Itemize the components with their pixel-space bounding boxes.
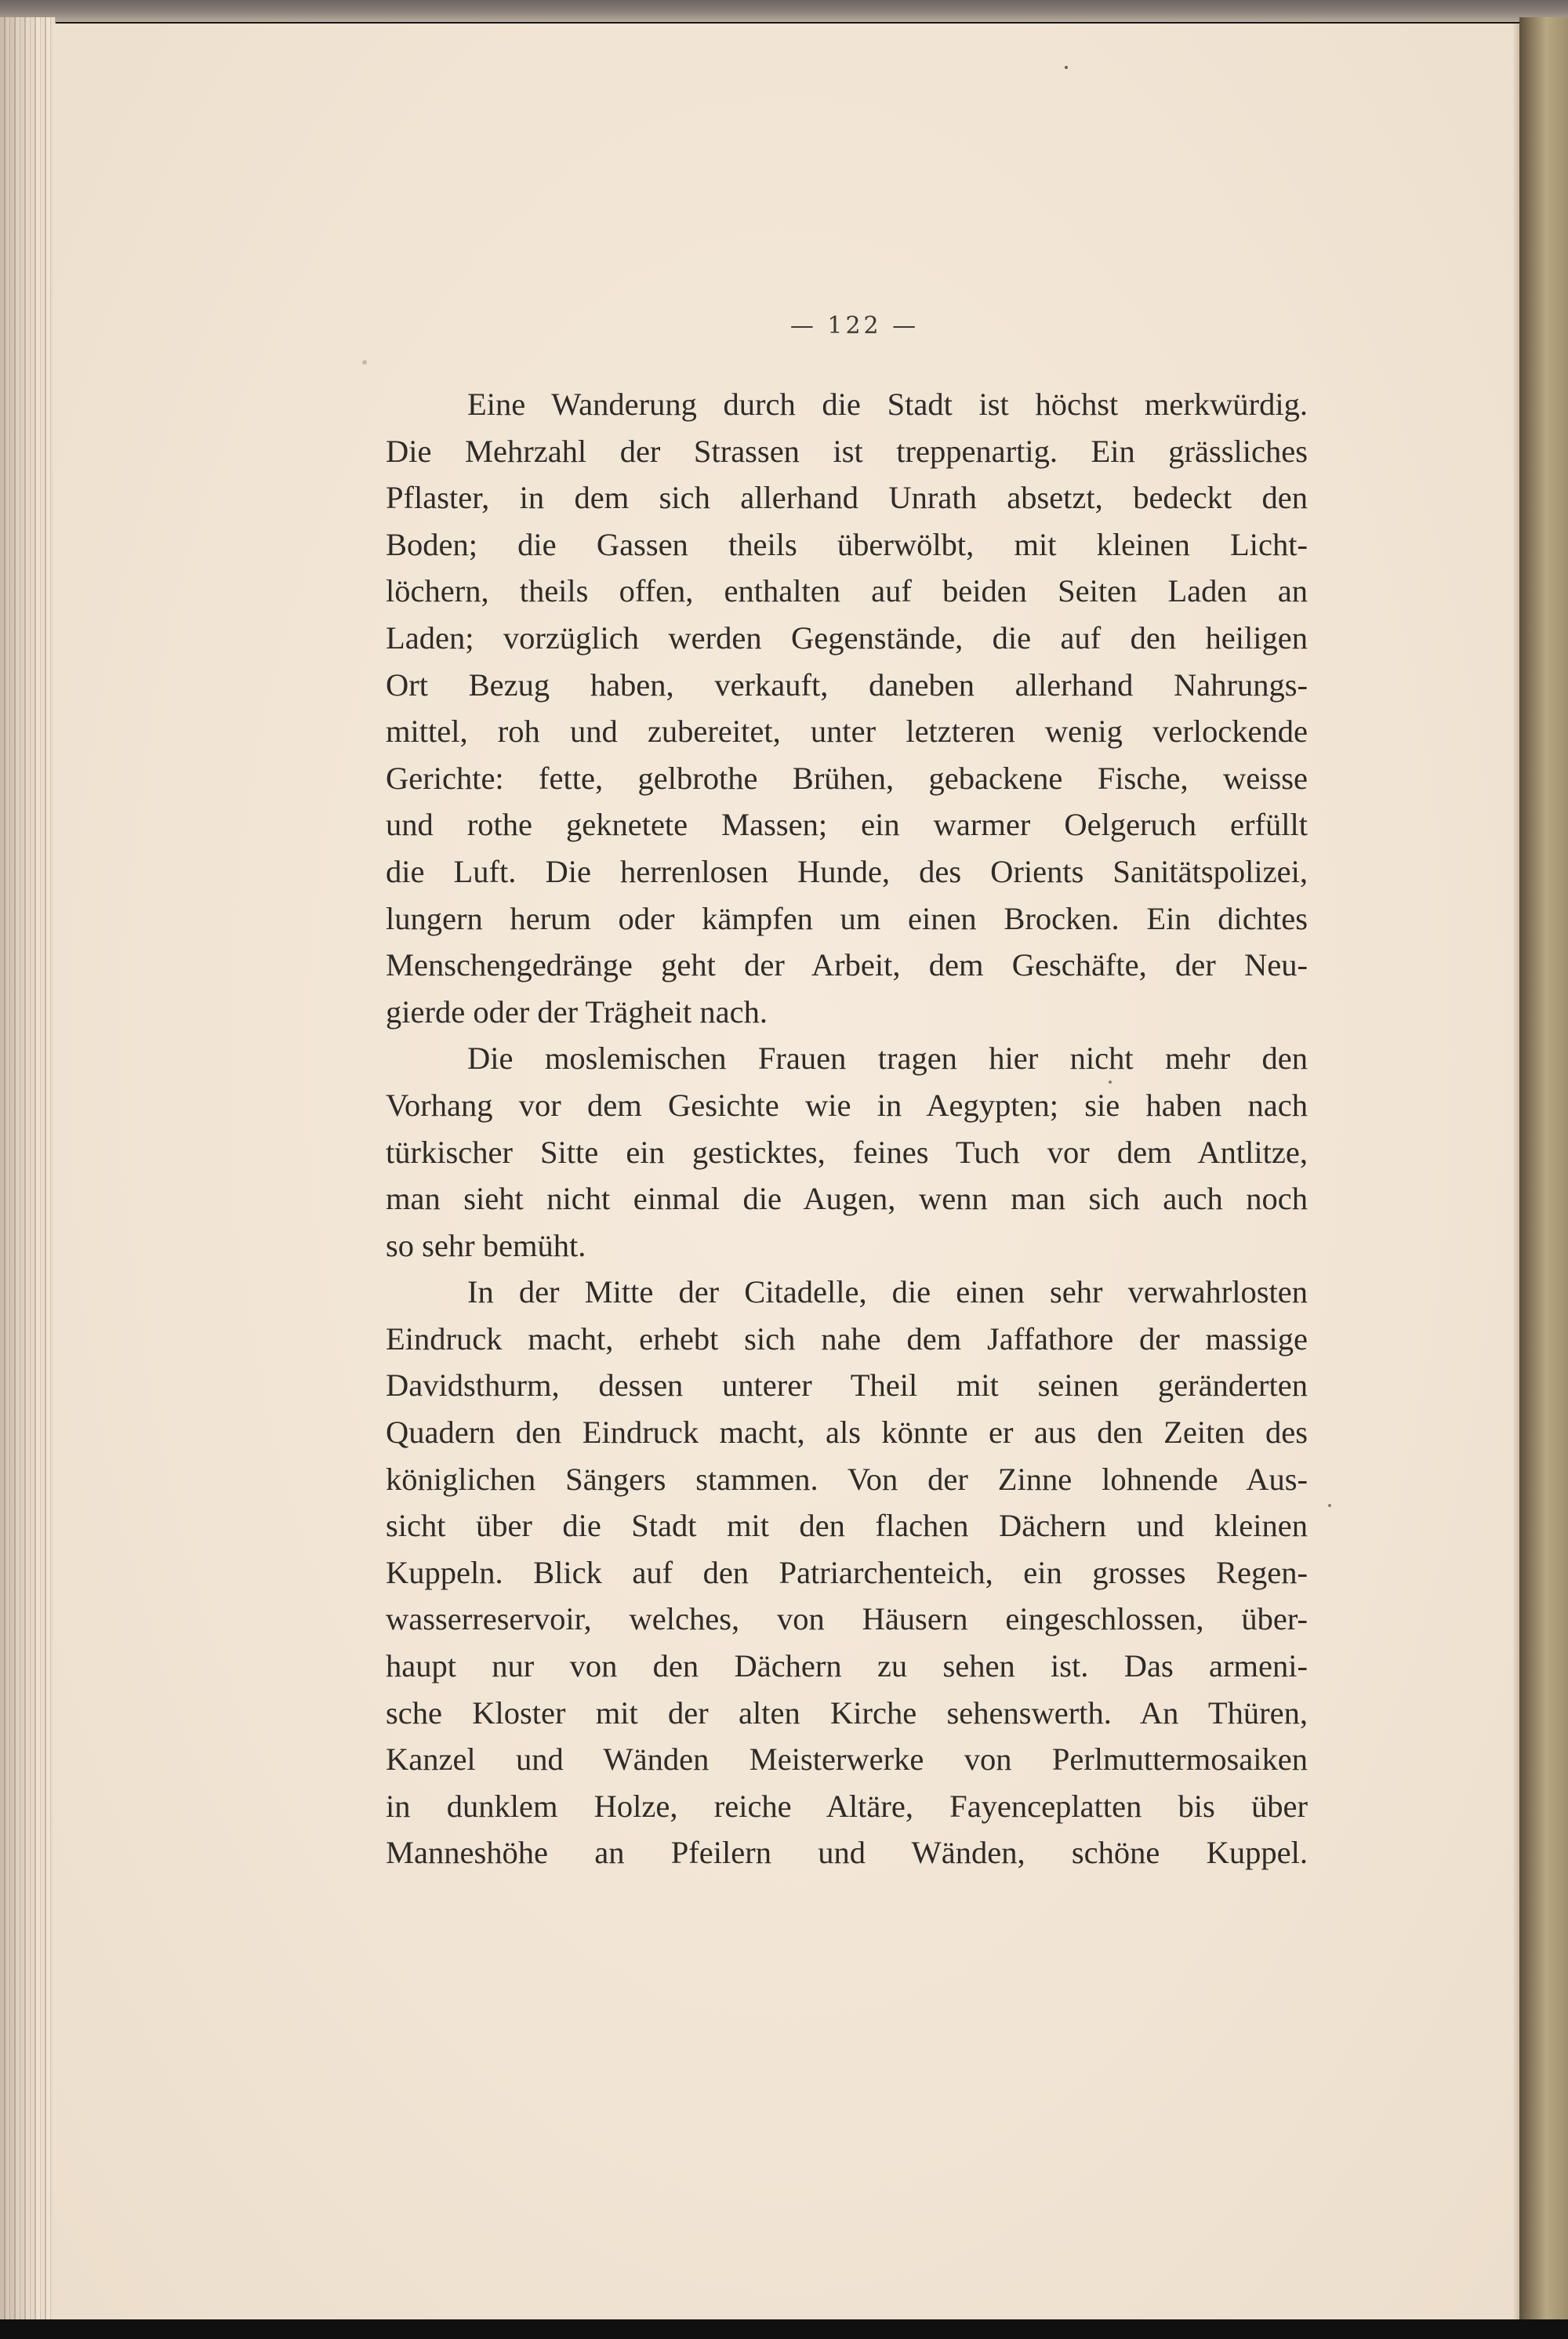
text-line: Kuppeln. Blick auf den Patriarchenteich, ein grosses Regen- (386, 1554, 1308, 1590)
speck (1328, 1504, 1331, 1507)
text-line: Die moslemischen Frauen tragen hier nicht mehr den (467, 1041, 1308, 1077)
text-line: gierde oder der Trägheit nach. (386, 993, 768, 1030)
text-line: wasserreservoir, welches, von Häusern eingeschlossen, über- (386, 1601, 1308, 1637)
text-line: Eine Wanderung durch die Stadt ist höchst merkwürdig. (467, 387, 1308, 422)
text-line: Davidsthurm, dessen unterer Theil mit seinen geränderten (386, 1367, 1308, 1404)
body-text (386, 381, 1308, 1876)
speck (1065, 66, 1068, 69)
speck (362, 360, 367, 365)
text-line: löchern, theils offen, enthalten auf beiden Seiten Laden an (386, 573, 1308, 609)
page-number-header: — 122 — (789, 312, 920, 340)
text-line: man sieht nicht einmal die Augen, wenn man sich auch noch (386, 1181, 1308, 1217)
text-line: Laden; vorzüglich werden Gegenstände, die auf den heiligen (386, 619, 1308, 656)
text-line: Gerichte: fette, gelbrothe Brühen, gebackene Fische, weisse (386, 760, 1308, 796)
text-line: haupt nur von den Dächern zu sehen ist. Das armeni- (386, 1648, 1308, 1684)
text-line: sche Kloster mit der alten Kirche sehenswerth. An Thüren, (386, 1694, 1308, 1731)
text-line: und rothe geknetete Massen; ein warmer Oelgeruch erfüllt (386, 807, 1308, 843)
text-line: Pflaster, in dem sich allerhand Unrath absetzt, bedeckt den (386, 480, 1308, 516)
text-line: Ort Bezug haben, verkauft, daneben allerhand Nahrungs- (386, 666, 1308, 703)
text-line: in dunklem Holze, reiche Altäre, Fayenceplatten bis über (386, 1788, 1308, 1824)
text-line: Eindruck macht, erhebt sich nahe dem Jaffathore der massige (386, 1320, 1308, 1357)
text-line: Manneshöhe an Pfeilern und Wänden, schöne Kuppel. (386, 1835, 1308, 1871)
text-line: Vorhang vor dem Gesichte wie in Aegypten; sie haben nach (386, 1087, 1308, 1123)
text-line: mittel, roh und zubereitet, unter letzteren wenig verlockende (386, 714, 1308, 750)
text-line: In der Mitte der Citadelle, die einen sehr verwahrlosten (467, 1274, 1308, 1310)
text-line: lungern herum oder kämpfen um einen Brocken. Ein dichtes (386, 900, 1308, 936)
text-line: sicht über die Stadt mit den flachen Dächern und kleinen (386, 1508, 1308, 1544)
text-line: Quadern den Eindruck macht, als könnte er aus den Zeiten des (386, 1415, 1308, 1451)
text-line: türkischer Sitte ein gesticktes, feines Tuch vor dem Antlitze, (386, 1134, 1308, 1170)
text-line: königlichen Sängers stammen. Von der Zinne lohnende Aus- (386, 1461, 1308, 1497)
text-line: Kanzel und Wänden Meisterwerke von Perlmuttermosaiken (386, 1742, 1308, 1778)
text-line: die Luft. Die herrenlosen Hunde, des Orients Sanitätspolizei, (386, 853, 1308, 889)
text-line: Boden; die Gassen theils überwölbt, mit kleinen Licht- (386, 526, 1308, 562)
text-line: Die Mehrzahl der Strassen ist treppenartig. Ein grässliches (386, 433, 1308, 469)
text-line: so sehr bemüht. (386, 1227, 586, 1263)
text-line: Menschengedränge geht der Arbeit, dem Geschäfte, der Neu- (386, 947, 1308, 983)
